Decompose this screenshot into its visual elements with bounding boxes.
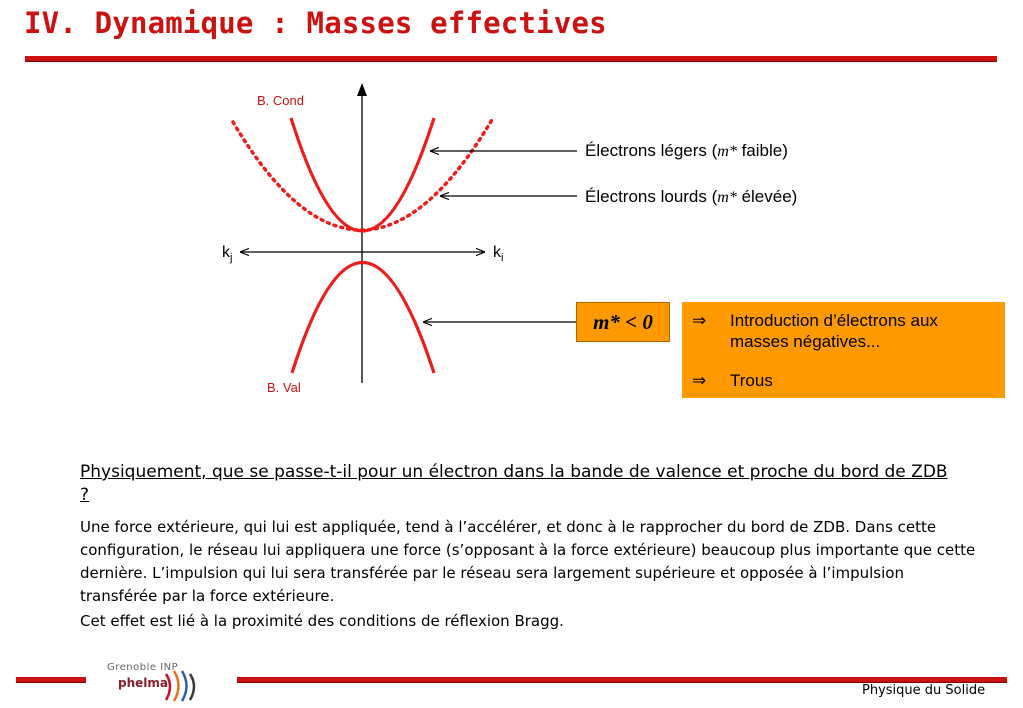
question-heading: Physiquement, que se passe-t-il pour un électron dans la bande de valence et proche du bord de ZDB ? (80, 462, 948, 505)
grenoble-inp-phelma-logo: Grenoble INP phelma (104, 656, 214, 702)
implies-arrow-icon: ⇒ (692, 371, 707, 390)
footer-rule-left (16, 677, 86, 683)
k-left-label: $k_j$ (222, 244, 233, 265)
conduction-band-label: B. Cond (257, 93, 304, 108)
page-title: IV. Dynamique : Masses effectives (24, 6, 607, 40)
implications-box (682, 302, 1005, 398)
heavy-electrons-label: Électrons lourds (m* élevée) (585, 187, 798, 206)
k-right-label: $k_i$ (493, 244, 504, 265)
implication-item: ⇒ Trous (692, 371, 773, 390)
light-electrons-label: Électrons légers (m* faible) (585, 141, 788, 160)
valence-band-label: B. Val (267, 380, 301, 395)
logo-stripes-icon (104, 656, 214, 702)
implication-item: ⇒ Introduction d’électrons aux masses négatives... (692, 311, 938, 351)
bragg-paragraph: Cet effet est lié à la proximité des conditions de réflexion Bragg. (80, 612, 564, 630)
heavy-conduction-band (233, 118, 493, 230)
footer-course-name: Physique du Solide (862, 683, 986, 698)
vertical-axis-arrowhead (357, 83, 367, 96)
explanation-paragraph: Une force extérieure, qui lui est appliquée, tend à l’accélérer, et donc à le rapprocher du bord de ZDB. Dans cette configuration, le réseau lui appliquera une force (s’opposant à la force extérieure) beaucoup plus importante que cette dernière. L’impulsion qui lui sera transférée par le réseau sera largement supérieure et opposée à l’impulsion transférée par la force extérieure. (80, 518, 976, 605)
negative-mass-box: m* < 0 (576, 302, 670, 342)
implies-arrow-icon: ⇒ (692, 311, 707, 330)
valence-band (292, 263, 434, 374)
